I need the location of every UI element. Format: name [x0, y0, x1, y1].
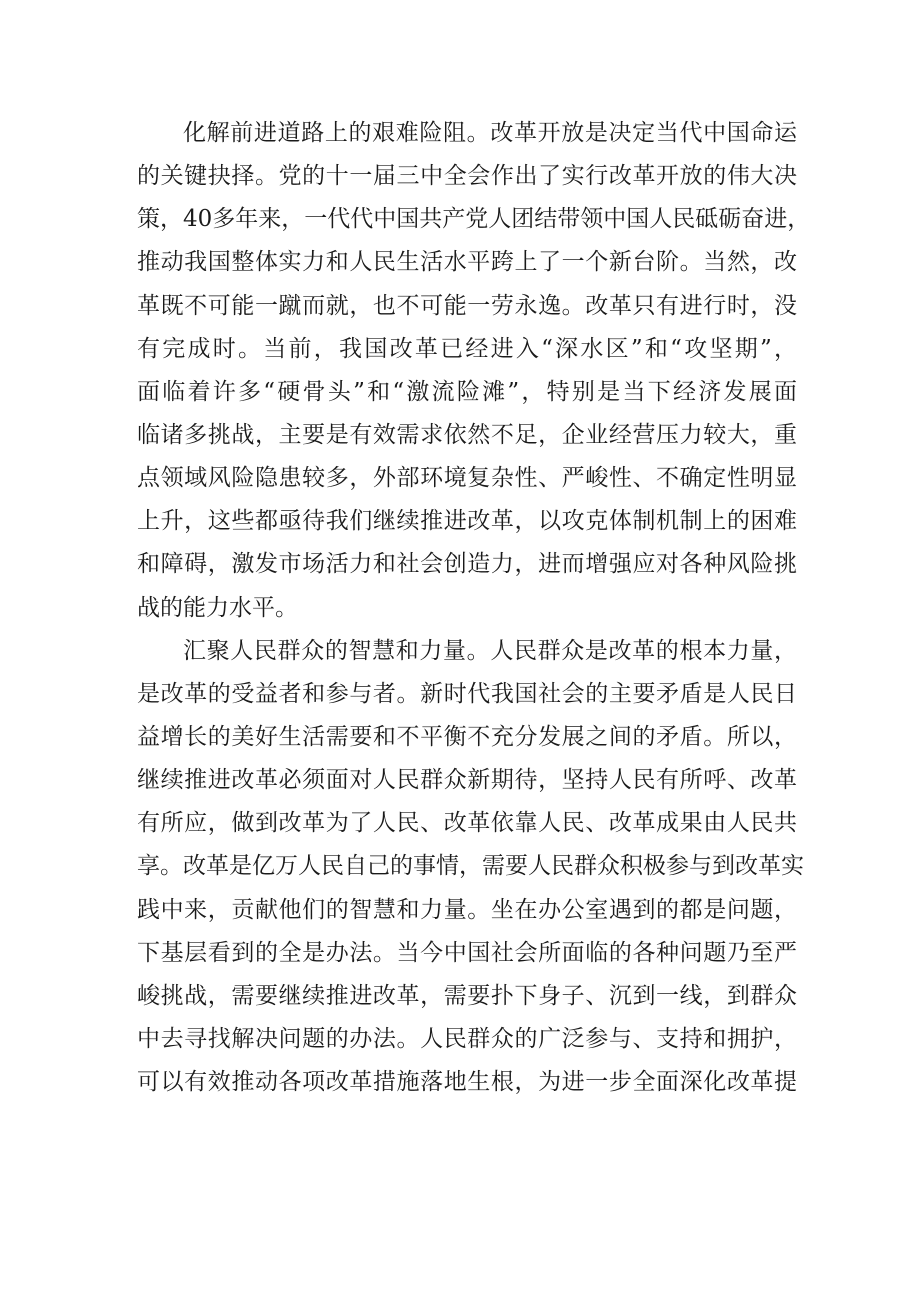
paragraph-line: 上升，这些都亟待我们继续推进改革，以攻克体制机制上的困难 [137, 508, 797, 535]
paragraph-2 [137, 630, 804, 1105]
paragraph-line: 下基层看到的全是办法。当今中国社会所面临的各种问题乃至严 [137, 939, 797, 966]
paragraph-line: 和障碍，激发市场活力和社会创造力，进而增强应对各种风险挑 [137, 551, 797, 578]
paragraph-line: 继续推进改革必须面对人民群众新期待，坚持人民有所呼、改革 [137, 767, 797, 794]
paragraph-line: 革既不可能一蹴而就，也不可能一劳永逸。改革只有进行时，没 [137, 292, 797, 319]
paragraph-line: 化解前进道路上的艰难险阻。改革开放是决定当代中国命运 [183, 120, 797, 146]
paragraph-1 [137, 112, 811, 630]
paragraph-line: 的关键抉择。党的十一届三中全会作出了实行改革开放的伟大决 [137, 163, 797, 190]
paragraph-line: 临诸多挑战，主要是有效需求依然不足，企业经营压力较大，重 [137, 421, 797, 448]
paragraph-line: 有完成时。当前，我国改革已经进入“深水区”和“攻坚期”， [137, 335, 797, 362]
paragraph-line: 推动我国整体实力和人民生活水平跨上了一个新台阶。当然，改 [137, 249, 797, 276]
paragraph-line: 是改革的受益者和参与者。新时代我国社会的主要矛盾是人民日 [137, 680, 797, 707]
document-body [137, 112, 811, 1104]
paragraph-line: 策，40多年来，一代代中国共产党人团结带领中国人民砥砺奋进， [137, 206, 811, 233]
paragraph-line: 践中来，贡献他们的智慧和力量。坐在办公室遇到的都是问题， [137, 896, 797, 923]
paragraph-line: 点领域风险隐患较多，外部环境复杂性、严峻性、不确定性明显 [137, 465, 797, 492]
paragraph-line: 峻挑战，需要继续推进改革，需要扑下身子、沉到一线，到群众 [137, 982, 797, 1009]
paragraph-line: 可以有效推动各项改革措施落地生根，为进一步全面深化改革提 [137, 1069, 797, 1096]
paragraph-line: 有所应，做到改革为了人民、改革依靠人民、改革成果由人民共 [137, 810, 797, 837]
paragraph-line: 益增长的美好生活需要和不平衡不充分发展之间的矛盾。所以， [137, 723, 797, 750]
paragraph-line: 战的能力水平。 [137, 594, 298, 621]
paragraph-line: 面临着许多“硬骨头”和“激流险滩”，特别是当下经济发展面 [137, 378, 797, 405]
paragraph-line: 汇聚人民群众的智慧和力量。人民群众是改革的根本力量， [183, 637, 797, 664]
paragraph-line: 中去寻找解决问题的办法。人民群众的广泛参与、支持和拥护， [137, 1025, 797, 1052]
paragraph-line: 享。改革是亿万人民自己的事情，需要人民群众积极参与到改革实 [137, 853, 804, 880]
